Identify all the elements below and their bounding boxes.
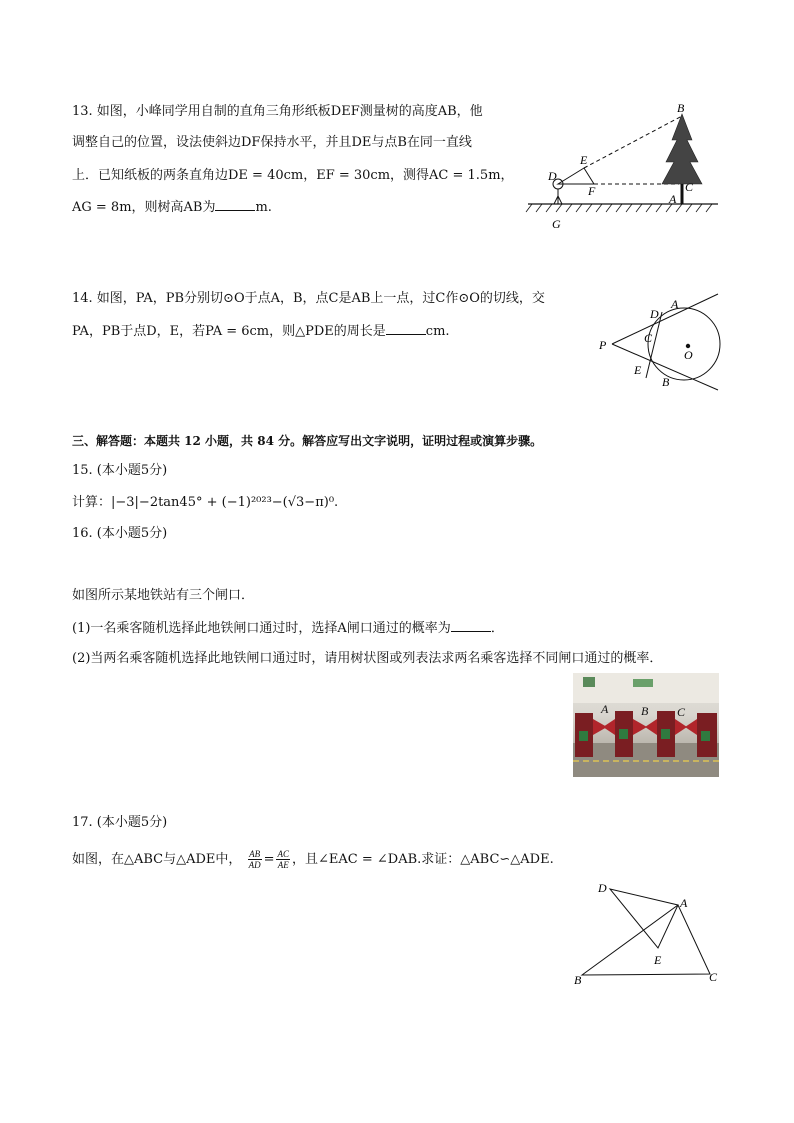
q17-text-post: ，且∠EAC = ∠DAB.求证：△ABC∽△ADE. <box>292 852 554 867</box>
frac-numerator: AB <box>249 849 261 859</box>
label-p: P <box>599 338 607 352</box>
ground-hatch <box>526 204 712 212</box>
q13-line-4-unit: m. <box>255 200 272 215</box>
q15-header: 15. (本小题5分) <box>72 463 168 478</box>
q13-line-4-text: AG = 8m，则树高AB为 <box>72 200 216 215</box>
label-c: C <box>709 970 718 984</box>
q13-line-4 <box>72 198 272 217</box>
q16-part-2: (2)当两名乘客随机选择此地铁闸口通过时，请用树状图或列表法求两名乘客选择不同闸口通过的概率． <box>72 651 663 666</box>
q17-statement <box>72 848 554 872</box>
label-b: B <box>662 375 670 389</box>
label-c: C <box>644 331 653 345</box>
label-b: B <box>574 973 582 987</box>
tree-icon <box>662 114 702 204</box>
frac-denominator: AD <box>248 860 261 870</box>
tangent-pa <box>612 294 718 344</box>
answer-blank <box>451 619 491 632</box>
label-f: F <box>588 184 596 198</box>
fraction-ab-ad <box>248 849 262 870</box>
q17-header: 17. (本小题5分) <box>72 815 168 830</box>
label-e: E <box>654 953 662 967</box>
photo-label-b: B <box>641 704 649 718</box>
label-o: O <box>684 348 693 362</box>
triangle-def <box>558 168 594 184</box>
label-c: C <box>685 180 694 194</box>
q13-line-3: 上．已知纸板的两条直角边DE = 40cm，EF = 30cm，测得AC = 1.5m， <box>72 168 514 183</box>
frac-denominator: AE <box>277 860 289 870</box>
label-a: A <box>671 297 679 311</box>
gate-drawing <box>573 673 719 777</box>
q17-figure <box>568 876 728 991</box>
q16-intro: 如图所示某地铁站有三个闸口． <box>72 588 255 603</box>
q16-part-1 <box>72 619 504 638</box>
fraction-ac-ae <box>276 849 290 870</box>
photo-label-a: A <box>601 702 609 716</box>
q14-line-2-text: PA，PB于点D，E，若PA = 6cm，则△PDE的周长是 <box>72 324 386 339</box>
answer-blank <box>386 322 426 335</box>
q16-part-1-end: ． <box>490 621 504 636</box>
label-b: B <box>677 101 685 115</box>
label-a: A <box>680 896 688 910</box>
q13-line-2: 调整自己的位置，设法使斜边DF保持水平，并且DE与点B在同一直线 <box>72 135 472 150</box>
triangle-ade <box>610 889 678 948</box>
q14-line-1: 14. 如图，PA，PB分别切⊙O于点A，B，点C是AB上一点，过C作⊙O的切线，交 <box>72 291 545 306</box>
q14-line-2 <box>72 322 450 341</box>
subway-gate-photo <box>573 673 719 777</box>
label-a: A <box>669 192 677 206</box>
q13-line-1: 13. 如图，小峰同学用自制的直角三角形纸板DEF测量树的高度AB，他 <box>72 104 483 119</box>
q14-line-2-unit: cm. <box>425 324 450 339</box>
circle-o <box>648 308 720 380</box>
label-e: E <box>580 153 588 167</box>
q16-header: 16. (本小题5分) <box>72 526 168 541</box>
answer-blank <box>215 198 255 211</box>
label-d: D <box>548 169 557 183</box>
q17-text-pre: 如图，在△ABC与△ADE中， <box>72 852 242 867</box>
equals-sign: = <box>263 852 275 867</box>
frac-numerator: AC <box>277 849 289 859</box>
q14-figure <box>594 290 724 392</box>
q16-part-1-text: (1)一名乘客随机选择此地铁闸口通过时，选择A闸口通过的概率为 <box>72 621 451 636</box>
label-d: D <box>650 307 659 321</box>
q15-expression: 计算：|−3|−2tan45° + (−1)²⁰²³−(√3−π)⁰. <box>72 495 339 510</box>
label-d: D <box>598 881 607 895</box>
triangle-abc <box>582 905 710 975</box>
section-heading: 三、解答题：本题共 12 小题，共 84 分。解答应写出文字说明，证明过程或演算步骤。 <box>72 434 543 448</box>
q13-figure <box>522 100 722 235</box>
photo-label-c: C <box>677 705 686 719</box>
label-e: E <box>634 363 642 377</box>
label-g: G <box>552 217 561 231</box>
